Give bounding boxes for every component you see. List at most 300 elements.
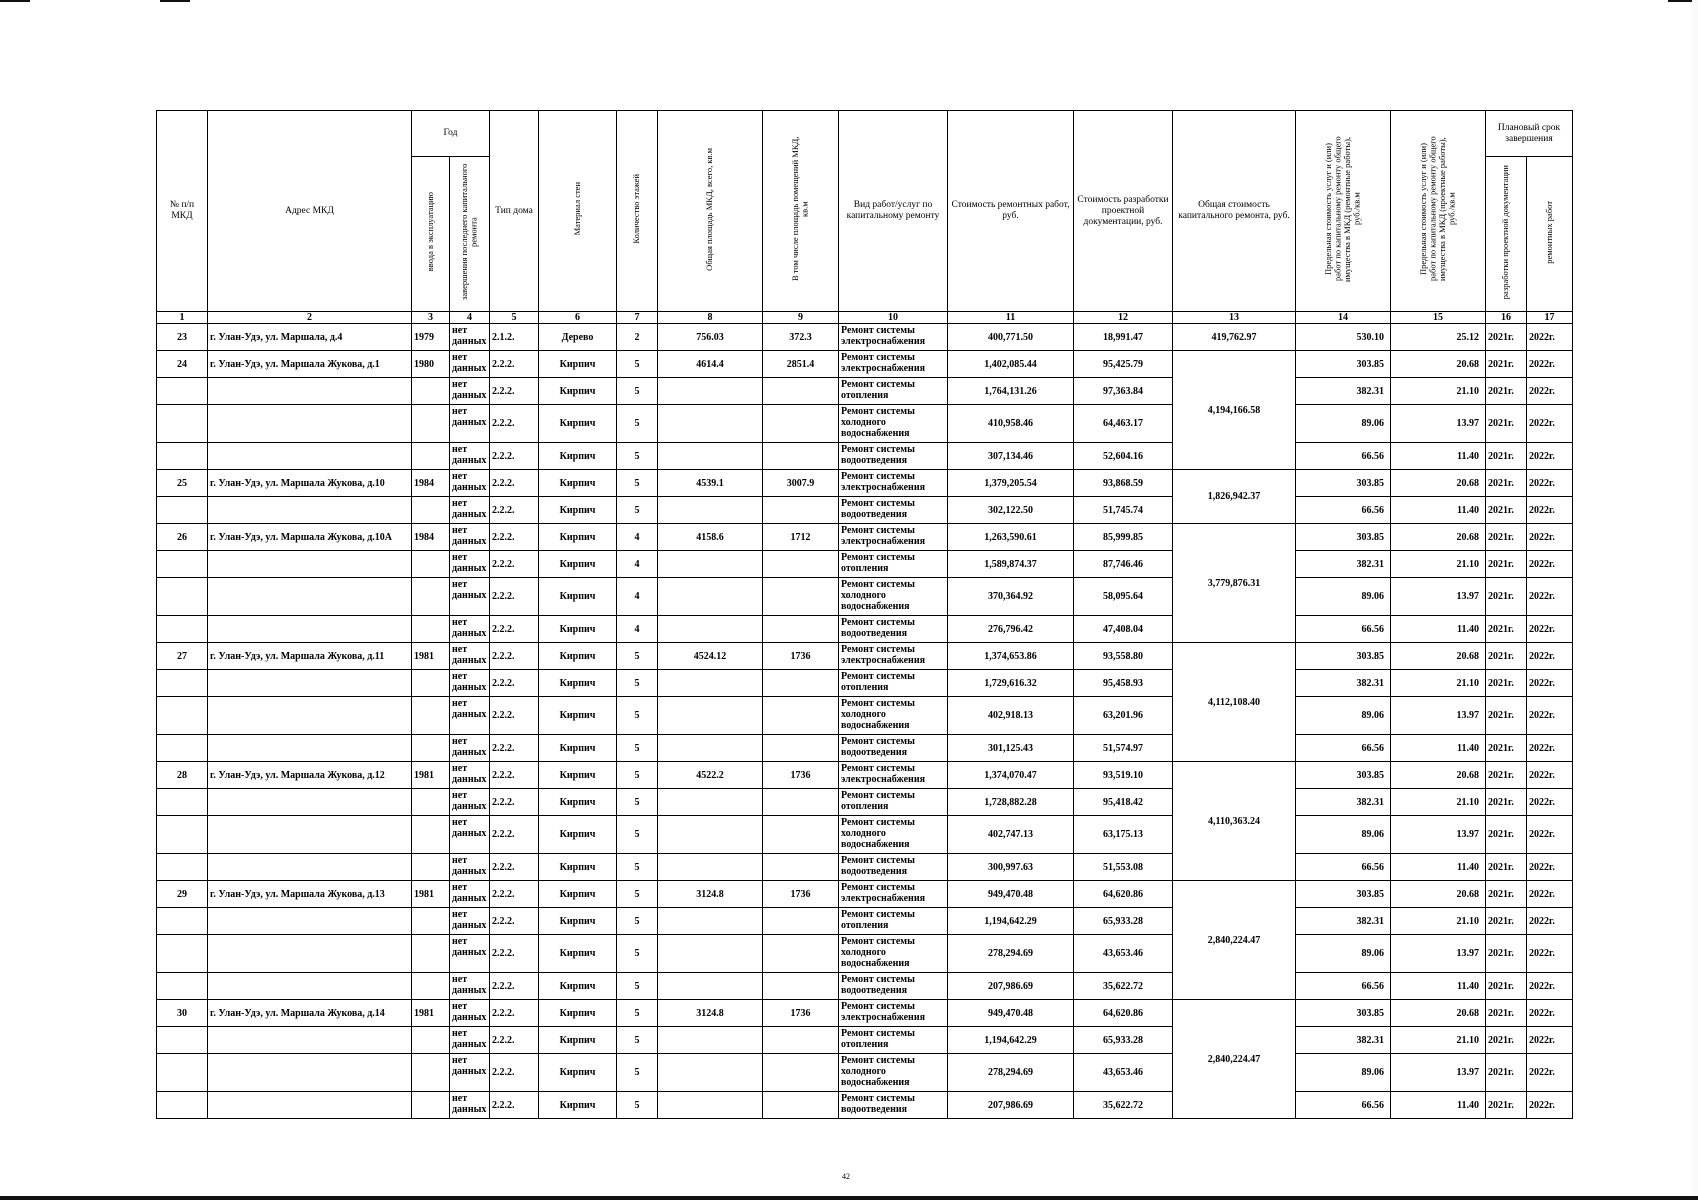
cell-year-commission: [412, 908, 450, 935]
cell-wall-material: Кирпич: [539, 762, 617, 789]
cell-design-cost: 51,574.97: [1074, 735, 1173, 762]
cell-work-type: Ремонт системы холодного водоснабжения: [839, 816, 948, 854]
cell-house-type: 2.2.2.: [490, 670, 539, 697]
cell-deadline-design: 2021г.: [1486, 378, 1527, 405]
table-row: [157, 324, 1573, 351]
cell-npp: [157, 908, 208, 935]
table-row: [157, 816, 1573, 854]
cell-total-area: 4522.2: [658, 762, 763, 789]
cell-year-commission: [412, 854, 450, 881]
col-num: 9: [763, 312, 839, 324]
cell-year-last-repair: нет данных: [450, 697, 490, 735]
cell-floors: 5: [617, 670, 658, 697]
cell-address: [208, 405, 412, 443]
cell-wall-material: Кирпич: [539, 935, 617, 973]
cell-year-last-repair: нет данных: [450, 1054, 490, 1092]
col-num: 12: [1074, 312, 1173, 324]
cell-deadline-design: 2021г.: [1486, 1092, 1527, 1119]
cell-living-area: [763, 697, 839, 735]
cell-year-commission: [412, 578, 450, 616]
cell-npp: [157, 1054, 208, 1092]
cell-total-cost: 4,194,166.58: [1173, 351, 1296, 470]
cell-limit-design: 11.40: [1391, 735, 1486, 762]
cell-npp: 26: [157, 524, 208, 551]
cell-floors: 5: [617, 854, 658, 881]
cell-total-area: [658, 935, 763, 973]
cell-deadline-design: 2021г.: [1486, 697, 1527, 735]
cell-house-type: 2.2.2.: [490, 497, 539, 524]
table-row: [157, 789, 1573, 816]
cell-house-type: 2.2.2.: [490, 378, 539, 405]
cell-total-area: 3124.8: [658, 1000, 763, 1027]
cell-house-type: 2.2.2.: [490, 1054, 539, 1092]
table-row: [157, 378, 1573, 405]
cell-work-type: Ремонт системы электроснабжения: [839, 881, 948, 908]
cell-living-area: 3007.9: [763, 470, 839, 497]
cell-year-commission: 1981: [412, 881, 450, 908]
cell-floors: 5: [617, 973, 658, 1000]
cell-address: [208, 854, 412, 881]
cell-limit-repair: 382.31: [1296, 378, 1391, 405]
cell-npp: 23: [157, 324, 208, 351]
cell-repair-cost: 301,125.43: [948, 735, 1074, 762]
cell-work-type: Ремонт системы электроснабжения: [839, 643, 948, 670]
cell-work-type: Ремонт системы электроснабжения: [839, 324, 948, 351]
cell-address: [208, 697, 412, 735]
cell-house-type: 2.2.2.: [490, 470, 539, 497]
cell-wall-material: Кирпич: [539, 378, 617, 405]
cell-living-area: 1712: [763, 524, 839, 551]
cell-limit-repair: 303.85: [1296, 643, 1391, 670]
cell-npp: [157, 616, 208, 643]
cell-house-type: 2.2.2.: [490, 908, 539, 935]
cell-npp: 29: [157, 881, 208, 908]
cell-house-type: 2.2.2.: [490, 1000, 539, 1027]
cell-limit-repair: 89.06: [1296, 697, 1391, 735]
cell-limit-repair: 303.85: [1296, 470, 1391, 497]
cell-total-cost: 4,110,363.24: [1173, 762, 1296, 881]
cell-deadline-design: 2021г.: [1486, 643, 1527, 670]
cell-design-cost: 43,653.46: [1074, 935, 1173, 973]
cell-limit-design: 13.97: [1391, 1054, 1486, 1092]
cell-npp: 24: [157, 351, 208, 378]
cell-house-type: 2.2.2.: [490, 697, 539, 735]
scan-right-edge: [1692, 0, 1698, 1200]
cell-repair-cost: 1,402,085.44: [948, 351, 1074, 378]
cell-deadline-repair: 2022г.: [1527, 816, 1573, 854]
cell-total-area: [658, 551, 763, 578]
col-num: 4: [450, 312, 490, 324]
header-address: Адрес МКД: [208, 111, 412, 312]
cell-work-type: Ремонт системы электроснабжения: [839, 524, 948, 551]
cell-wall-material: Кирпич: [539, 551, 617, 578]
cell-limit-repair: 66.56: [1296, 735, 1391, 762]
cell-deadline-repair: 2022г.: [1527, 643, 1573, 670]
cell-repair-cost: 1,374,070.47: [948, 762, 1074, 789]
col-num: 7: [617, 312, 658, 324]
cell-year-last-repair: нет данных: [450, 881, 490, 908]
cell-deadline-design: 2021г.: [1486, 324, 1527, 351]
cell-npp: 30: [157, 1000, 208, 1027]
cell-work-type: Ремонт системы электроснабжения: [839, 762, 948, 789]
header-limit-repair: Предельная стоимость услуг и (или) работ по капитальному ремонту общего имущества в МКД (ремонтные работы), руб./кв.м: [1296, 111, 1391, 312]
cell-limit-design: 13.97: [1391, 935, 1486, 973]
col-num: 8: [658, 312, 763, 324]
cell-house-type: 2.2.2.: [490, 524, 539, 551]
col-num: 11: [948, 312, 1074, 324]
cell-year-commission: 1981: [412, 762, 450, 789]
cell-limit-design: 13.97: [1391, 405, 1486, 443]
header-year-group: Год: [412, 111, 490, 157]
cell-work-type: Ремонт системы отопления: [839, 789, 948, 816]
cell-total-area: [658, 1054, 763, 1092]
cell-living-area: [763, 935, 839, 973]
cell-repair-cost: 1,374,653.86: [948, 643, 1074, 670]
cell-house-type: 2.2.2.: [490, 881, 539, 908]
cell-address: г. Улан-Удэ, ул. Маршала, д.4: [208, 324, 412, 351]
cell-limit-design: 25.12: [1391, 324, 1486, 351]
cell-limit-design: 20.68: [1391, 470, 1486, 497]
cell-repair-cost: 278,294.69: [948, 1054, 1074, 1092]
cell-wall-material: Кирпич: [539, 697, 617, 735]
cell-house-type: 2.2.2.: [490, 789, 539, 816]
cell-npp: [157, 551, 208, 578]
cell-total-area: [658, 908, 763, 935]
cell-repair-cost: 207,986.69: [948, 973, 1074, 1000]
cell-living-area: 372.3: [763, 324, 839, 351]
cell-floors: 5: [617, 470, 658, 497]
cell-deadline-design: 2021г.: [1486, 578, 1527, 616]
table-row: [157, 1000, 1573, 1027]
cell-year-last-repair: нет данных: [450, 443, 490, 470]
cell-total-cost: 2,840,224.47: [1173, 1000, 1296, 1119]
cell-year-commission: [412, 443, 450, 470]
cell-design-cost: 97,363.84: [1074, 378, 1173, 405]
cell-year-commission: [412, 789, 450, 816]
cell-deadline-repair: 2022г.: [1527, 735, 1573, 762]
cell-limit-design: 11.40: [1391, 1092, 1486, 1119]
cell-year-last-repair: нет данных: [450, 1000, 490, 1027]
cell-total-cost: 1,826,942.37: [1173, 470, 1296, 524]
cell-wall-material: Кирпич: [539, 578, 617, 616]
cell-deadline-design: 2021г.: [1486, 789, 1527, 816]
header-year-last-repair: завершения последнего капитального ремонта: [450, 157, 490, 312]
cell-floors: 5: [617, 1027, 658, 1054]
cell-total-area: [658, 1092, 763, 1119]
cell-deadline-design: 2021г.: [1486, 935, 1527, 973]
cell-house-type: 2.2.2.: [490, 351, 539, 378]
table-row: [157, 405, 1573, 443]
cell-floors: 5: [617, 908, 658, 935]
col-num: 17: [1527, 312, 1573, 324]
cell-deadline-repair: 2022г.: [1527, 762, 1573, 789]
cell-deadline-repair: 2022г.: [1527, 405, 1573, 443]
cell-floors: 5: [617, 378, 658, 405]
cell-design-cost: 47,408.04: [1074, 616, 1173, 643]
cell-work-type: Ремонт системы водоотведения: [839, 616, 948, 643]
cell-address: г. Улан-Удэ, ул. Маршала Жукова, д.14: [208, 1000, 412, 1027]
cell-year-last-repair: нет данных: [450, 854, 490, 881]
cell-limit-repair: 66.56: [1296, 497, 1391, 524]
cell-year-last-repair: нет данных: [450, 1092, 490, 1119]
table-row: [157, 1054, 1573, 1092]
table-row: [157, 1092, 1573, 1119]
cell-limit-repair: 382.31: [1296, 551, 1391, 578]
cell-repair-cost: 400,771.50: [948, 324, 1074, 351]
cell-npp: [157, 697, 208, 735]
cell-wall-material: Дерево: [539, 324, 617, 351]
col-num: 14: [1296, 312, 1391, 324]
cell-limit-design: 13.97: [1391, 578, 1486, 616]
col-num: 13: [1173, 312, 1296, 324]
cell-house-type: 2.2.2.: [490, 578, 539, 616]
cell-deadline-design: 2021г.: [1486, 816, 1527, 854]
cell-limit-repair: 89.06: [1296, 1054, 1391, 1092]
cell-deadline-repair: 2022г.: [1527, 908, 1573, 935]
cell-floors: 5: [617, 497, 658, 524]
cell-design-cost: 51,553.08: [1074, 854, 1173, 881]
cell-address: г. Улан-Удэ, ул. Маршала Жукова, д.10А: [208, 524, 412, 551]
cell-year-last-repair: нет данных: [450, 378, 490, 405]
cell-work-type: Ремонт системы холодного водоснабжения: [839, 1054, 948, 1092]
cell-year-last-repair: нет данных: [450, 470, 490, 497]
cell-living-area: [763, 735, 839, 762]
cell-total-area: 4524.12: [658, 643, 763, 670]
cell-total-cost: 2,840,224.47: [1173, 881, 1296, 1000]
cell-deadline-repair: 2022г.: [1527, 935, 1573, 973]
cell-house-type: 2.2.2.: [490, 854, 539, 881]
cell-deadline-repair: 2022г.: [1527, 1000, 1573, 1027]
cell-year-last-repair: нет данных: [450, 973, 490, 1000]
cell-total-area: 756.03: [658, 324, 763, 351]
cell-design-cost: 35,622.72: [1074, 1092, 1173, 1119]
cell-design-cost: 63,175.13: [1074, 816, 1173, 854]
col-num: 16: [1486, 312, 1527, 324]
table-row: [157, 735, 1573, 762]
cell-floors: 5: [617, 881, 658, 908]
cell-living-area: [763, 443, 839, 470]
cell-living-area: [763, 578, 839, 616]
cell-npp: [157, 854, 208, 881]
cell-limit-design: 20.68: [1391, 351, 1486, 378]
cell-design-cost: 93,519.10: [1074, 762, 1173, 789]
cell-design-cost: 35,622.72: [1074, 973, 1173, 1000]
cell-deadline-design: 2021г.: [1486, 443, 1527, 470]
cell-house-type: 2.2.2.: [490, 643, 539, 670]
cell-deadline-repair: 2022г.: [1527, 551, 1573, 578]
cell-deadline-repair: 2022г.: [1527, 443, 1573, 470]
cell-limit-design: 21.10: [1391, 789, 1486, 816]
cell-repair-cost: 402,747.13: [948, 816, 1074, 854]
cell-deadline-design: 2021г.: [1486, 497, 1527, 524]
cell-deadline-design: 2021г.: [1486, 1000, 1527, 1027]
cell-wall-material: Кирпич: [539, 881, 617, 908]
cell-floors: 5: [617, 789, 658, 816]
cell-deadline-design: 2021г.: [1486, 351, 1527, 378]
cell-house-type: 2.2.2.: [490, 1092, 539, 1119]
cell-total-area: [658, 973, 763, 1000]
header-npp: № п/п МКД: [157, 111, 208, 312]
cell-deadline-design: 2021г.: [1486, 524, 1527, 551]
cell-npp: [157, 497, 208, 524]
cell-limit-repair: 66.56: [1296, 443, 1391, 470]
cell-floors: 5: [617, 1092, 658, 1119]
cell-repair-cost: 1,729,616.32: [948, 670, 1074, 697]
cell-floors: 5: [617, 697, 658, 735]
cell-design-cost: 93,868.59: [1074, 470, 1173, 497]
cell-deadline-repair: 2022г.: [1527, 854, 1573, 881]
cell-floors: 5: [617, 405, 658, 443]
cell-year-last-repair: нет данных: [450, 497, 490, 524]
cell-address: [208, 973, 412, 1000]
col-num: 5: [490, 312, 539, 324]
cell-limit-repair: 89.06: [1296, 405, 1391, 443]
cell-house-type: 2.2.2.: [490, 1027, 539, 1054]
table-row: [157, 908, 1573, 935]
cell-limit-design: 20.68: [1391, 881, 1486, 908]
cell-house-type: 2.2.2.: [490, 616, 539, 643]
cell-limit-design: 20.68: [1391, 643, 1486, 670]
cell-deadline-design: 2021г.: [1486, 405, 1527, 443]
cell-deadline-design: 2021г.: [1486, 908, 1527, 935]
cell-year-last-repair: нет данных: [450, 935, 490, 973]
cell-year-last-repair: нет данных: [450, 762, 490, 789]
cell-year-commission: [412, 1054, 450, 1092]
cell-year-last-repair: нет данных: [450, 405, 490, 443]
cell-wall-material: Кирпич: [539, 1027, 617, 1054]
cell-deadline-design: 2021г.: [1486, 616, 1527, 643]
cell-address: г. Улан-Удэ, ул. Маршала Жукова, д.1: [208, 351, 412, 378]
header-wall-material: Материал стен: [539, 111, 617, 312]
header-total-area: Общая площадь МКД, всего, кв.м: [658, 111, 763, 312]
cell-total-area: 4158.6: [658, 524, 763, 551]
cell-npp: [157, 735, 208, 762]
cell-deadline-repair: 2022г.: [1527, 1092, 1573, 1119]
cell-limit-design: 11.40: [1391, 616, 1486, 643]
cell-deadline-repair: 2022г.: [1527, 616, 1573, 643]
cell-living-area: [763, 1092, 839, 1119]
col-num: 3: [412, 312, 450, 324]
cell-floors: 4: [617, 551, 658, 578]
header-deadline-group: Плановый срок завершения: [1486, 111, 1573, 157]
cell-npp: [157, 670, 208, 697]
cell-limit-repair: 530.10: [1296, 324, 1391, 351]
cell-limit-repair: 66.56: [1296, 973, 1391, 1000]
cell-design-cost: 65,933.28: [1074, 908, 1173, 935]
cell-repair-cost: 1,589,874.37: [948, 551, 1074, 578]
cell-design-cost: 87,746.46: [1074, 551, 1173, 578]
cell-living-area: 1736: [763, 881, 839, 908]
cell-year-commission: 1981: [412, 1000, 450, 1027]
cell-living-area: [763, 1027, 839, 1054]
cell-limit-repair: 303.85: [1296, 1000, 1391, 1027]
cell-total-area: [658, 497, 763, 524]
cell-house-type: 2.2.2.: [490, 551, 539, 578]
cell-wall-material: Кирпич: [539, 616, 617, 643]
cell-work-type: Ремонт системы электроснабжения: [839, 351, 948, 378]
header-limit-design: Предельная стоимость услуг и (или) работ по капитальному ремонту общего имущества в МКД (проектные работы), руб./кв.м: [1391, 111, 1486, 312]
cell-deadline-design: 2021г.: [1486, 881, 1527, 908]
cell-address: г. Улан-Удэ, ул. Маршала Жукова, д.12: [208, 762, 412, 789]
cell-total-area: [658, 578, 763, 616]
header-deadline-design: разработки проектной документации: [1486, 157, 1527, 312]
header-work-type: Вид работ/услуг по капитальному ремонту: [839, 111, 948, 312]
cell-house-type: 2.2.2.: [490, 935, 539, 973]
cell-house-type: 2.2.2.: [490, 405, 539, 443]
cell-living-area: [763, 816, 839, 854]
header-house-type: Тип дома: [490, 111, 539, 312]
cell-limit-repair: 303.85: [1296, 881, 1391, 908]
cell-address: [208, 551, 412, 578]
cell-living-area: [763, 789, 839, 816]
cell-design-cost: 95,425.79: [1074, 351, 1173, 378]
cell-year-commission: [412, 935, 450, 973]
cell-wall-material: Кирпич: [539, 351, 617, 378]
cell-deadline-design: 2021г.: [1486, 762, 1527, 789]
cell-repair-cost: 302,122.50: [948, 497, 1074, 524]
cell-design-cost: 58,095.64: [1074, 578, 1173, 616]
col-num: 10: [839, 312, 948, 324]
cell-deadline-repair: 2022г.: [1527, 1027, 1573, 1054]
cell-design-cost: 43,653.46: [1074, 1054, 1173, 1092]
cell-repair-cost: 410,958.46: [948, 405, 1074, 443]
cell-year-last-repair: нет данных: [450, 816, 490, 854]
cell-year-commission: [412, 378, 450, 405]
table-row: [157, 551, 1573, 578]
cell-wall-material: Кирпич: [539, 443, 617, 470]
cell-total-area: [658, 816, 763, 854]
cell-year-commission: 1984: [412, 470, 450, 497]
cell-total-cost: 4,112,108.40: [1173, 643, 1296, 762]
cell-work-type: Ремонт системы водоотведения: [839, 973, 948, 1000]
cell-year-commission: [412, 1027, 450, 1054]
cell-repair-cost: 949,470.48: [948, 1000, 1074, 1027]
cell-living-area: [763, 616, 839, 643]
cell-limit-repair: 66.56: [1296, 616, 1391, 643]
cell-house-type: 2.2.2.: [490, 762, 539, 789]
cell-wall-material: Кирпич: [539, 497, 617, 524]
cell-limit-design: 21.10: [1391, 1027, 1486, 1054]
table-row: [157, 443, 1573, 470]
cell-limit-repair: 66.56: [1296, 1092, 1391, 1119]
col-num: 15: [1391, 312, 1486, 324]
cell-wall-material: Кирпич: [539, 816, 617, 854]
cell-limit-design: 11.40: [1391, 443, 1486, 470]
cell-limit-repair: 89.06: [1296, 816, 1391, 854]
cell-floors: 5: [617, 1000, 658, 1027]
cell-design-cost: 64,620.86: [1074, 1000, 1173, 1027]
cell-house-type: 2.2.2.: [490, 816, 539, 854]
cell-limit-design: 11.40: [1391, 497, 1486, 524]
cell-living-area: [763, 551, 839, 578]
cell-limit-repair: 89.06: [1296, 935, 1391, 973]
cell-repair-cost: 1,263,590.61: [948, 524, 1074, 551]
cell-limit-design: 13.97: [1391, 816, 1486, 854]
cell-design-cost: 52,604.16: [1074, 443, 1173, 470]
cell-wall-material: Кирпич: [539, 405, 617, 443]
cell-address: [208, 578, 412, 616]
cell-year-commission: [412, 735, 450, 762]
cell-npp: [157, 1092, 208, 1119]
cell-living-area: [763, 973, 839, 1000]
capital-repair-table: [156, 110, 1573, 1119]
table-row: [157, 973, 1573, 1000]
cell-house-type: 2.2.2.: [490, 973, 539, 1000]
cell-year-last-repair: нет данных: [450, 735, 490, 762]
cell-living-area: [763, 378, 839, 405]
cell-work-type: Ремонт системы отопления: [839, 1027, 948, 1054]
cell-floors: 5: [617, 816, 658, 854]
